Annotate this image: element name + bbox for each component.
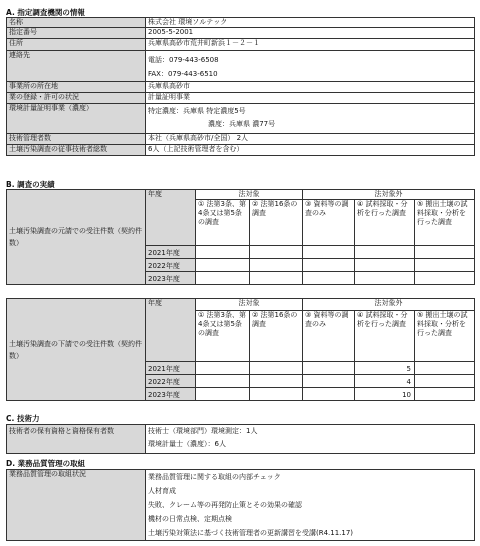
sub-nonlaw-header: 法対象外 xyxy=(303,299,475,311)
sub-col-3: ③ 資料等の調査のみ xyxy=(303,311,355,362)
engineers-value: 6人（上記技術管理者を含む） xyxy=(146,145,475,156)
prime-year-2021: 2021年度 xyxy=(146,246,196,259)
managers-label: 技術管理者数 xyxy=(7,134,146,145)
prime-results-table xyxy=(6,189,475,285)
measurement-label: 環境計量証明事業（濃度） xyxy=(7,104,146,134)
measurement-value xyxy=(146,104,475,134)
tech-value xyxy=(146,425,475,454)
prime-col-4: ④ 試料採取・分析を行った調査 xyxy=(355,200,415,246)
sub-year-2023: 2023年度 xyxy=(146,388,196,401)
sub-2021-col4: 5 xyxy=(355,362,415,375)
designation-value: 2005-5-2001 xyxy=(146,28,475,39)
quality-item: 業務品質管理に関する取組の内部チェック xyxy=(148,473,281,481)
sub-results-table xyxy=(6,298,475,401)
measurement-line-2: 濃度：兵庫県 濃77号 xyxy=(208,120,276,128)
office-label: 事業所の所在地 xyxy=(7,82,146,93)
section-a-title: A. 指定調査機関の情報 xyxy=(6,8,85,17)
prime-year-2023: 2023年度 xyxy=(146,272,196,285)
quality-table xyxy=(6,469,475,541)
registration-value: 計量証明事業 xyxy=(146,93,475,104)
address-label: 住所 xyxy=(7,39,146,51)
tech-table xyxy=(6,424,475,454)
prime-col-1: ① 法第3条、第4条又は第5条の調査 xyxy=(196,200,250,246)
quality-label: 業務品質管理の取組状況 xyxy=(7,470,146,541)
tech-label: 技術者の保有資格と資格保有者数 xyxy=(7,425,146,454)
quality-item: 機材の日常点検、定期点検 xyxy=(148,515,232,523)
sub-label: 土壌汚染調査の下請での受注件数（契約件数） xyxy=(7,299,146,401)
prime-col-3: ③ 資料等の調査のみ xyxy=(303,200,355,246)
name-label: 名称 xyxy=(7,18,146,28)
fax-value: FAX：079-443-6510 xyxy=(148,70,218,78)
registration-label: 業の登録・許可の状況 xyxy=(7,93,146,104)
tech-line-1: 技術士（環境部門）環境測定：1人 xyxy=(148,427,258,435)
section-c-title: C. 技術力 xyxy=(6,414,40,423)
measurement-line-1: 特定濃度：兵庫県 特定濃度5号 xyxy=(148,107,246,115)
quality-item: 土壌汚染対策法に基づく技術管理者の更新講習を受講(R4.11.17) xyxy=(148,529,354,537)
tel-value: 電話：079-443-6508 xyxy=(148,56,219,64)
quality-items xyxy=(146,470,475,541)
office-value: 兵庫県高砂市 xyxy=(146,82,475,93)
prime-law-header: 法対象 xyxy=(196,190,303,200)
sub-col-5: ⑤ 搬出土壌の試料採取・分析を行った調査 xyxy=(415,311,475,362)
name-value: 株式会社 環境ソルテック xyxy=(146,18,475,28)
engineers-label: 土壌汚染調査の従事技術者総数 xyxy=(7,145,146,156)
sub-law-header: 法対象 xyxy=(196,299,303,311)
prime-year-2022: 2022年度 xyxy=(146,259,196,272)
prime-label: 土壌汚染調査の元請での受注件数（契約件数） xyxy=(7,190,146,285)
section-b-title: B. 調査の実績 xyxy=(6,180,55,189)
sub-fy-header: 年度 xyxy=(146,299,196,362)
contact-value xyxy=(146,51,475,82)
section-d-title: D. 業務品質管理の取組 xyxy=(6,459,86,468)
quality-item: 人材育成 xyxy=(148,487,176,495)
sub-col-2: ② 法第16条の調査 xyxy=(250,311,303,362)
designation-label: 指定番号 xyxy=(7,28,146,39)
sub-year-2022: 2022年度 xyxy=(146,375,196,388)
contact-label: 連絡先 xyxy=(7,51,146,82)
info-table xyxy=(6,17,475,156)
sub-col-1: ① 法第3条、第4条又は第5条の調査 xyxy=(196,311,250,362)
prime-col-5: ⑤ 搬出土壌の試料採取・分析を行った調査 xyxy=(415,200,475,246)
prime-col-2: ② 法第16条の調査 xyxy=(250,200,303,246)
managers-value: 本社（兵庫県高砂市/全国） 2人 xyxy=(146,134,475,145)
tech-line-2: 環境計量士（濃度）：6人 xyxy=(148,440,226,448)
sub-2023-col4: 10 xyxy=(355,388,415,401)
sub-year-2021: 2021年度 xyxy=(146,362,196,375)
prime-fy-header: 年度 xyxy=(146,190,196,246)
quality-item: 失敗、クレーム等の再発防止策とその効果の確認 xyxy=(148,501,302,509)
prime-nonlaw-header: 法対象外 xyxy=(303,190,475,200)
address-value: 兵庫県高砂市荒井町新浜１－２－１ xyxy=(146,39,475,51)
sub-2022-col4: 4 xyxy=(355,375,415,388)
sub-col-4: ④ 試料採取・分析を行った調査 xyxy=(355,311,415,362)
